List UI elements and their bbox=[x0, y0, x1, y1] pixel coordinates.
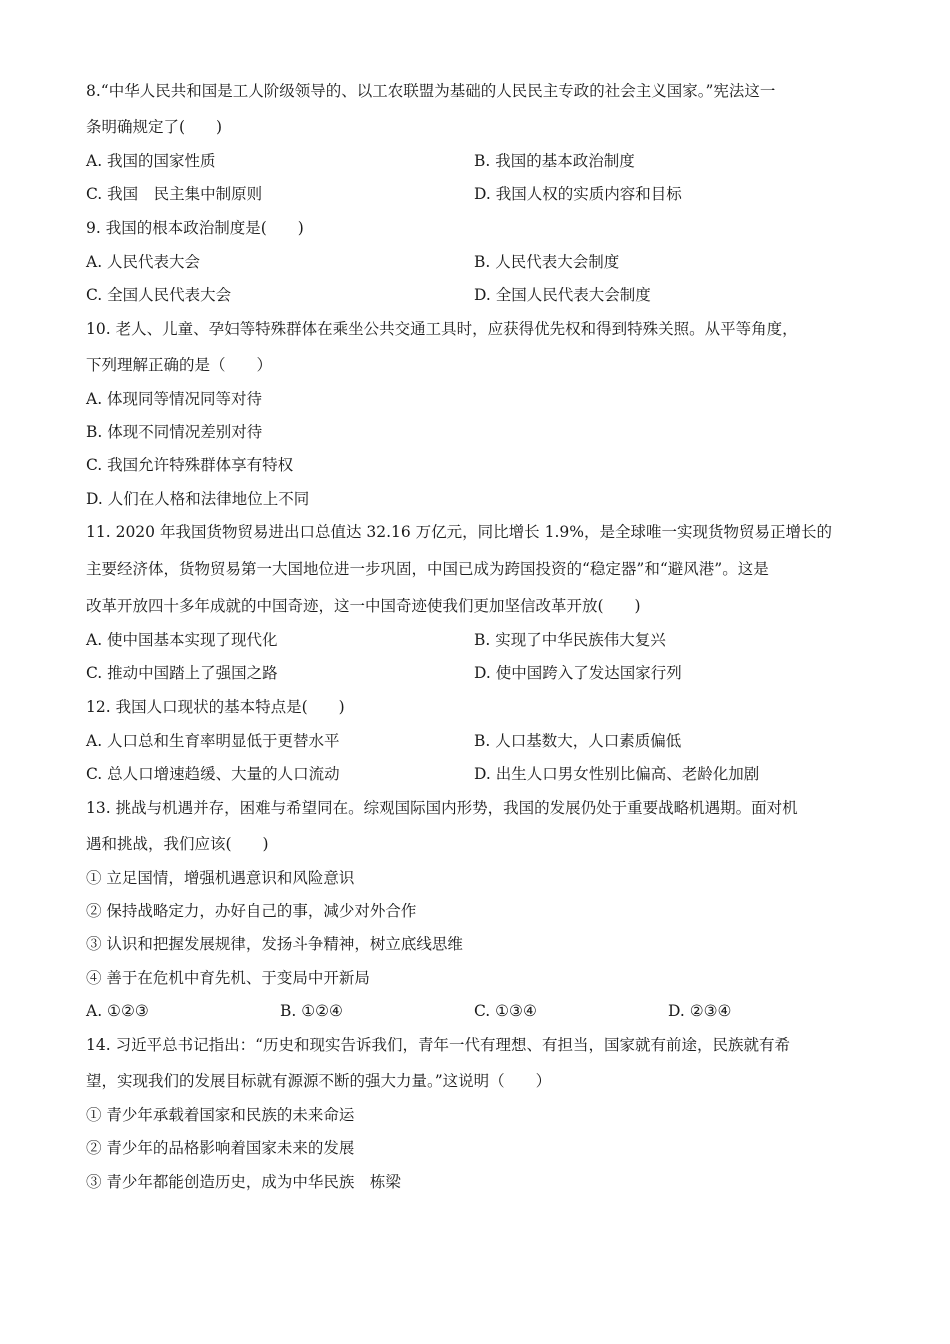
question-14-item-3: ③ 青少年都能创造历史，成为中华民族 栋梁 bbox=[86, 1173, 401, 1191]
question-11-option-a: A. 使中国基本实现了现代化 bbox=[86, 631, 278, 649]
question-12-stem-line-1: 12. 我国人口现状的基本特点是( ) bbox=[86, 698, 345, 716]
question-13-item-2: ② 保持战略定力，办好自己的事，减少对外合作 bbox=[86, 902, 417, 920]
question-11-option-c: C. 推动中国踏上了强国之路 bbox=[86, 664, 278, 682]
question-11-stem-line-3: 改革开放四十多年成就的中国奇迹，这一中国奇迹使我们更加坚信改革开放( ) bbox=[86, 597, 641, 615]
question-13-item-4: ④ 善于在危机中育先机、于变局中开新局 bbox=[86, 969, 370, 987]
question-8-option-b: B. 我国的基本政治制度 bbox=[474, 152, 635, 170]
question-11-option-d: D. 使中国跨入了发达国家行列 bbox=[474, 664, 682, 682]
question-12-option-a: A. 人口总和生育率明显低于更替水平 bbox=[86, 732, 340, 750]
question-9-option-b: B. 人民代表大会制度 bbox=[474, 253, 620, 271]
question-13-option-a: A. ①②③ bbox=[86, 1002, 149, 1020]
question-8-option-c: C. 我国 民主集中制原则 bbox=[86, 185, 263, 203]
question-9-option-d: D. 全国人民代表大会制度 bbox=[474, 286, 651, 304]
question-9-stem-line-1: 9. 我国的根本政治制度是( ) bbox=[86, 219, 304, 237]
question-8-option-a: A. 我国的国家性质 bbox=[86, 152, 216, 170]
question-8-option-d: D. 我国人权的实质内容和目标 bbox=[474, 185, 682, 203]
question-8-stem-line-1: 8.“中华人民共和国是工人阶级领导的、以工农联盟为基础的人民民主专政的社会主义国家。”宪法这一 bbox=[86, 82, 776, 100]
question-10-option-c: C. 我国允许特殊群体享有特权 bbox=[86, 456, 294, 474]
question-13-item-1: ① 立足国情，增强机遇意识和风险意识 bbox=[86, 869, 355, 887]
question-11-stem-line-2: 主要经济体，货物贸易第一大国地位进一步巩固，中国已成为跨国投资的“稳定器”和“避风港”。这是 bbox=[86, 560, 769, 578]
question-13-option-c: C. ①③④ bbox=[474, 1002, 537, 1020]
question-10-stem-line-1: 10. 老人、儿童、孕妇等特殊群体在乘坐公共交通工具时，应获得优先权和得到特殊关照。从平等角度， bbox=[86, 320, 798, 338]
question-8-stem-line-2: 条明确规定了( ) bbox=[86, 118, 223, 136]
question-10-option-d: D. 人们在人格和法律地位上不同 bbox=[86, 490, 310, 508]
question-10-option-a: A. 体现同等情况同等对待 bbox=[86, 390, 263, 408]
question-13-item-3: ③ 认识和把握发展规律，发扬斗争精神，树立底线思维 bbox=[86, 935, 463, 953]
question-14-item-1: ① 青少年承载着国家和民族的未来命运 bbox=[86, 1106, 355, 1124]
question-13-stem-line-2: 遇和挑战，我们应该( ) bbox=[86, 835, 269, 853]
question-9-option-c: C. 全国人民代表大会 bbox=[86, 286, 232, 304]
question-9-option-a: A. 人民代表大会 bbox=[86, 253, 201, 271]
question-12-option-d: D. 出生人口男女性别比偏高、老龄化加剧 bbox=[474, 765, 760, 783]
question-14-stem-line-1: 14. 习近平总书记指出：“历史和现实告诉我们，青年一代有理想、有担当，国家就有前途，民族就有希 bbox=[86, 1036, 791, 1054]
question-14-stem-line-2: 望，实现我们的发展目标就有源源不断的强大力量。”这说明（ ） bbox=[86, 1072, 552, 1090]
question-11-option-b: B. 实现了中华民族伟大复兴 bbox=[474, 631, 666, 649]
question-10-stem-line-2: 下列理解正确的是（ ） bbox=[86, 356, 273, 374]
question-10-option-b: B. 体现不同情况差别对待 bbox=[86, 423, 263, 441]
question-13-option-d: D. ②③④ bbox=[668, 1002, 732, 1020]
question-13-option-b: B. ①②④ bbox=[280, 1002, 343, 1020]
question-11-stem-line-1: 11. 2020 年我国货物贸易进出口总值达 32.16 万亿元，同比增长 1.9%，是全球唯一实现货物贸易正增长的 bbox=[86, 523, 832, 541]
question-14-item-2: ② 青少年的品格影响着国家未来的发展 bbox=[86, 1139, 355, 1157]
question-12-option-b: B. 人口基数大，人口素质偏低 bbox=[474, 732, 682, 750]
question-12-option-c: C. 总人口增速趋缓、大量的人口流动 bbox=[86, 765, 340, 783]
question-13-stem-line-1: 13. 挑战与机遇并存，困难与希望同在。综观国际国内形势，我国的发展仍处于重要战略机遇期。面对机 bbox=[86, 799, 798, 817]
